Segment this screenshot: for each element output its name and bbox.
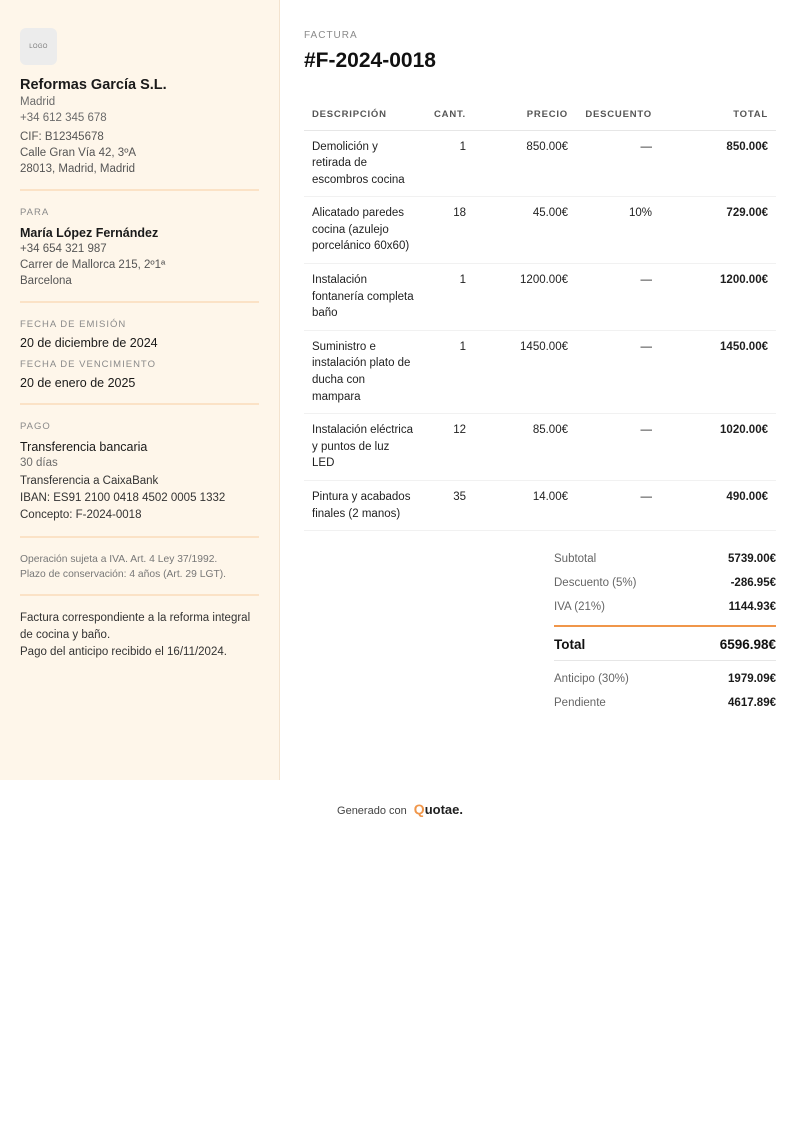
payment-bank: Transferencia a CaixaBank [20, 475, 159, 487]
footer [0, 800, 800, 820]
row-description: Instalación eléctrica y puntos de luz LED [304, 414, 422, 481]
divider [20, 536, 259, 538]
row-description: Suministro e instalación plato de ducha con mampara [304, 330, 422, 413]
subtotal-value: 5739.00€ [728, 553, 776, 566]
row-discount: — [576, 264, 660, 331]
divider [20, 301, 259, 303]
legal-line: Plazo de conservación: 4 años (Art. 29 LGT). [20, 569, 227, 580]
table-row [304, 481, 776, 531]
payment-iban: IBAN: ES91 2100 0418 4502 0005 1332 [20, 492, 226, 504]
table-row [304, 197, 776, 264]
table-row [304, 264, 776, 331]
row-discount: — [576, 330, 660, 413]
client-address: Carrer de Mallorca 215, 2º1ª [20, 259, 166, 271]
generated-with-text: Generado con [337, 805, 407, 817]
grand-total-row [554, 631, 776, 661]
row-qty: 18 [422, 197, 474, 264]
company-phone: +34 612 345 678 [20, 112, 107, 124]
row-qty: 35 [422, 481, 474, 531]
table-row [304, 414, 776, 481]
row-price: 1200.00€ [474, 264, 576, 331]
row-total: 850.00€ [660, 130, 776, 197]
subtotal-label: Subtotal [554, 553, 597, 566]
row-qty: 1 [422, 264, 474, 331]
company-city: Madrid [20, 96, 56, 108]
pending-row [554, 691, 776, 715]
payment-method: Transferencia bancaria [20, 440, 148, 454]
notes-line: de cocina y baño. [20, 629, 111, 641]
company-address-line2: 28013, Madrid, Madrid [20, 163, 136, 175]
header-description: DESCRIPCIÓN [304, 100, 422, 130]
legal-line: Operación sujeta a IVA. Art. 4 Ley 37/1992. [20, 554, 218, 565]
pending-value: 4617.89€ [728, 697, 776, 710]
issue-date-value: 20 de diciembre de 2024 [20, 336, 158, 350]
invoice-main [304, 0, 776, 715]
row-discount: — [576, 130, 660, 197]
line-items-table [304, 100, 776, 531]
document-type-label: FACTURA [304, 30, 358, 41]
header-discount: DESCUENTO [576, 100, 660, 130]
divider [20, 403, 259, 405]
client-city: Barcelona [20, 275, 72, 287]
payment-section-label: PAGO [20, 421, 51, 432]
sidebar [0, 0, 280, 780]
divider [20, 189, 259, 191]
row-description: Instalación fontanería completa baño [304, 264, 422, 331]
discount-label: Descuento (5%) [554, 577, 637, 590]
payment-term: 30 días [20, 457, 58, 469]
total-value: 6596.98€ [719, 637, 776, 653]
row-total: 490.00€ [660, 481, 776, 531]
row-total: 1450.00€ [660, 330, 776, 413]
row-qty: 1 [422, 130, 474, 197]
totals-summary [554, 547, 776, 715]
row-price: 45.00€ [474, 197, 576, 264]
company-logo: LOGO [20, 28, 57, 65]
issue-date-label: FECHA DE EMISIÓN [20, 319, 127, 330]
company-address-line1: Calle Gran Vía 42, 3ºA [20, 147, 137, 159]
client-name: María López Fernández [20, 226, 159, 240]
row-price: 850.00€ [474, 130, 576, 197]
advance-value: 1979.09€ [728, 673, 776, 686]
pending-label: Pendiente [554, 697, 606, 710]
row-discount: 10% [576, 197, 660, 264]
client-section-label: PARA [20, 207, 50, 218]
row-description: Alicatado paredes cocina (azulejo porcelánico 60x60) [304, 197, 422, 264]
subtotal-row [554, 547, 776, 571]
row-price: 85.00€ [474, 414, 576, 481]
row-total: 1020.00€ [660, 414, 776, 481]
notes-line: Pago del anticipo recibido el 16/11/2024. [20, 646, 227, 658]
discount-value: -286.95€ [730, 577, 776, 590]
invoice-number: #F-2024-0018 [304, 49, 436, 72]
divider [20, 594, 259, 596]
brand-name: uotae. [424, 802, 463, 817]
vat-value: 1144.93€ [728, 601, 776, 614]
row-price: 14.00€ [474, 481, 576, 531]
client-phone: +34 654 321 987 [20, 243, 107, 255]
row-discount: — [576, 414, 660, 481]
row-qty: 1 [422, 330, 474, 413]
row-description: Demolición y retirada de escombros cocina [304, 130, 422, 197]
company-name: Reformas García S.L. [20, 77, 167, 93]
header-price: PRECIO [474, 100, 576, 130]
legal-notice [20, 552, 259, 582]
company-cif: CIF: B12345678 [20, 131, 104, 143]
table-row [304, 130, 776, 197]
vat-row [554, 595, 776, 619]
row-total: 729.00€ [660, 197, 776, 264]
vat-label: IVA (21%) [554, 601, 605, 614]
row-price: 1450.00€ [474, 330, 576, 413]
table-header-row [304, 100, 776, 130]
invoice-notes [20, 610, 259, 661]
payment-concept: Concepto: F-2024-0018 [20, 509, 142, 521]
due-date-value: 20 de enero de 2025 [20, 376, 136, 390]
discount-row [554, 571, 776, 595]
advance-label: Anticipo (30%) [554, 673, 629, 686]
advance-row [554, 667, 776, 691]
notes-line: Factura correspondiente a la reforma integral [20, 612, 251, 624]
brand-q: Q [413, 801, 425, 817]
total-separator [554, 625, 776, 627]
row-discount: — [576, 481, 660, 531]
row-qty: 12 [422, 414, 474, 481]
total-label: Total [554, 637, 586, 653]
row-description: Pintura y acabados finales (2 manos) [304, 481, 422, 531]
header-qty: CANT. [422, 100, 474, 130]
due-date-label: FECHA DE VENCIMIENTO [20, 359, 156, 370]
row-total: 1200.00€ [660, 264, 776, 331]
brand-logo[interactable] [414, 802, 463, 817]
header-total: TOTAL [660, 100, 776, 130]
table-row [304, 330, 776, 413]
